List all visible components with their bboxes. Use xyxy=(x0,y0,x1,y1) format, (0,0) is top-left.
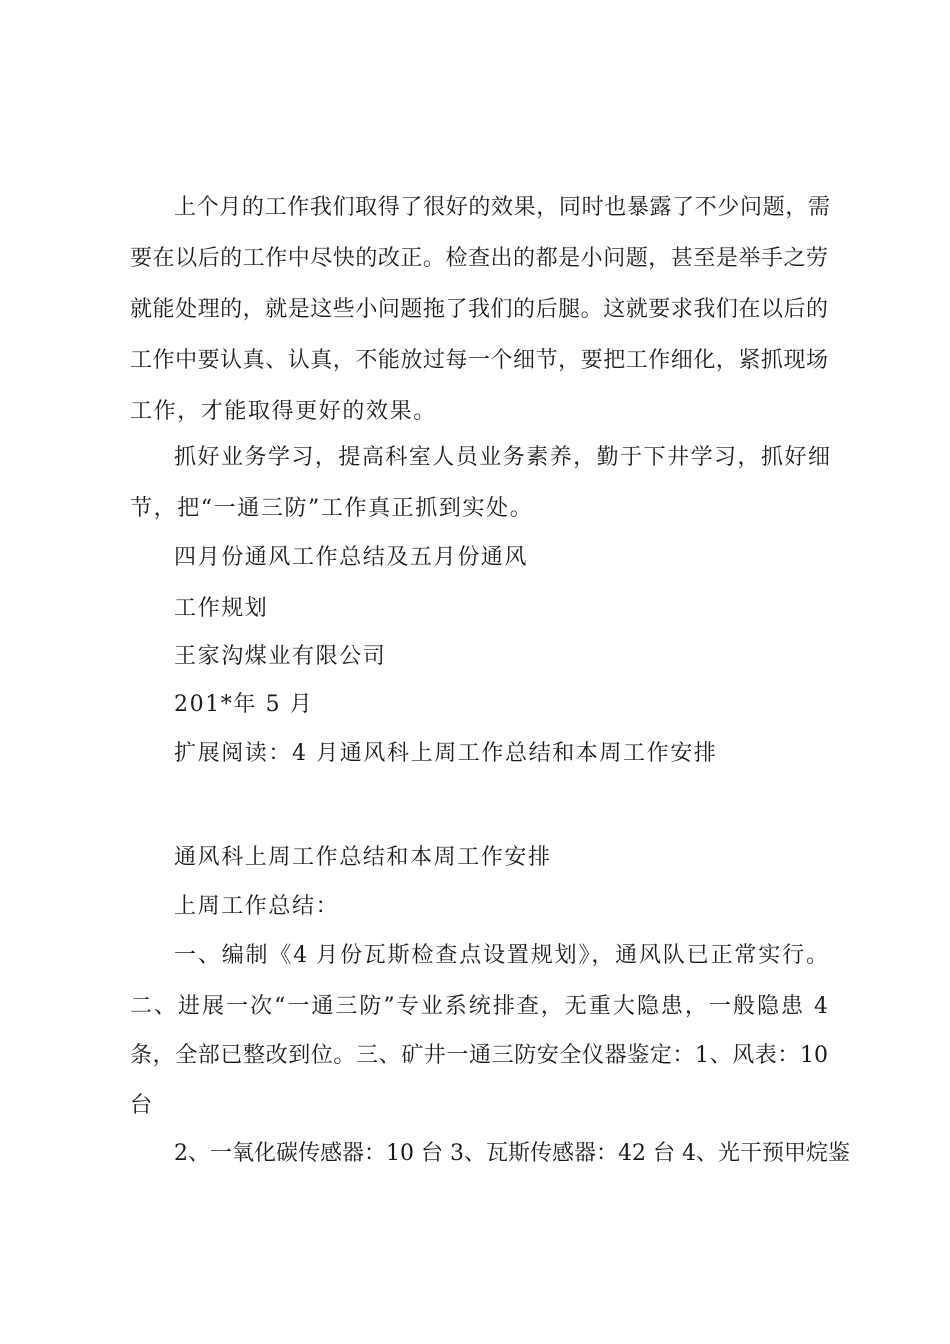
section-body-line-5: 2、一氧化碳传感器：10 台 3、瓦斯传感器：42 台 4、光干预甲烷鉴 xyxy=(174,1141,850,1166)
section-body-line-4: 台 xyxy=(130,1093,154,1118)
document-date: 201*年 5 月 xyxy=(174,692,314,717)
paragraph1-line-4: 工作中要认真、认真，不能放过每一个细节，要把工作细化，紧抓现场 xyxy=(130,348,828,373)
paragraph2-line-1: 抓好业务学习，提高科室人员业务素养，勤于下井学习，抓好细 xyxy=(174,445,830,470)
section-body-line-2: 二、进展一次“一通三防”专业系统排查，无重大隐患，一般隐患 4 xyxy=(130,994,828,1019)
paragraph1-line-3: 就能处理的，就是这些小问题拖了我们的后腿。这就要求我们在以后的 xyxy=(130,297,828,322)
document-title-line-2: 工作规划 xyxy=(174,596,269,621)
section-body-line-3: 条，全部已整改到位。三、矿井一通三防安全仪器鉴定：1、风表：10 xyxy=(130,1043,828,1068)
company-name: 王家沟煤业有限公司 xyxy=(174,644,387,669)
section-heading: 通风科上周工作总结和本周工作安排 xyxy=(174,845,552,870)
document-title-line-1: 四月份通风工作总结及五月份通风 xyxy=(174,545,529,570)
paragraph1-line-5: 工作，才能取得更好的效果。 xyxy=(130,399,437,424)
section-subheading: 上周工作总结： xyxy=(174,894,340,919)
section-body-line-1: 一、编制《4 月份瓦斯检查点设置规划》，通风队已正常实行。 xyxy=(174,943,828,968)
paragraph2-line-2: 节，把“一通三防”工作真正抓到实处。 xyxy=(130,496,534,521)
paragraph1-line-1: 上个月的工作我们取得了很好的效果，同时也暴露了不少问题，需 xyxy=(174,195,830,220)
extended-reading: 扩展阅读：4 月通风科上周工作总结和本周工作安排 xyxy=(174,741,718,766)
paragraph1-line-2: 要在以后的工作中尽快的改正。检查出的都是小问题，甚至是举手之劳 xyxy=(130,246,828,271)
